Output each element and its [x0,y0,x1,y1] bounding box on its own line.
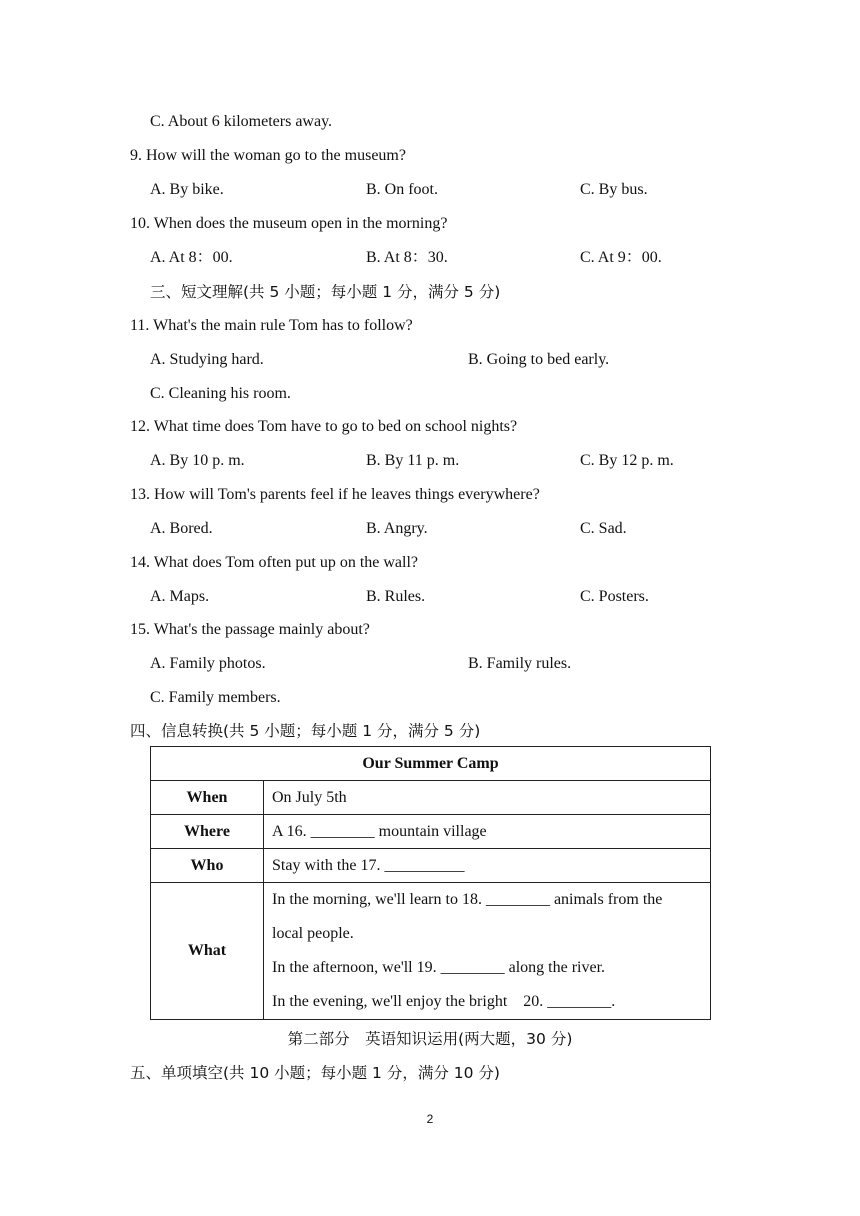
what-line-2: local people. [272,925,354,942]
question-9: 9. How will the woman go to the museum? [130,147,406,164]
q9-option-b: B. On foot. [366,181,438,198]
q10-option-c: C. At 9：00. [580,249,662,266]
q10-option-b: B. At 8：30. [366,249,448,266]
table-title: Our Summer Camp [151,747,711,781]
q13-option-c: C. Sad. [580,520,627,537]
part-2-heading: 第二部分 英语知识运用(两大题，30 分) [287,1030,573,1048]
section-3-heading: 三、短文理解(共 5 小题；每小题 1 分，满分 5 分) [150,283,501,301]
q13-option-a: A. Bored. [150,520,213,537]
q15-option-b: B. Family rules. [468,655,572,672]
what-line-3: In the afternoon, we'll 19. ________ along the river. [272,959,606,976]
summer-camp-table [150,746,711,1020]
q14-option-b: B. Rules. [366,588,426,605]
q11-option-a: A. Studying hard. [150,351,264,368]
section-4-heading: 四、信息转换(共 5 小题；每小题 1 分，满分 5 分) [130,722,481,740]
question-11: 11. What's the main rule Tom has to follow? [130,317,413,334]
where-value: A 16. ________ mountain village [264,815,711,849]
where-label: Where [151,815,264,849]
q11-option-c: C. Cleaning his room. [150,385,291,402]
q14-option-c: C. Posters. [580,588,649,605]
question-12: 12. What time does Tom have to go to bed on school nights? [130,418,518,435]
q12-option-c: C. By 12 p. m. [580,452,674,469]
question-15: 15. What's the passage mainly about? [130,621,370,638]
q12-option-a: A. By 10 p. m. [150,452,245,469]
q9-option-a: A. By bike. [150,181,224,198]
what-line-1: In the morning, we'll learn to 18. ________ animals from the [272,891,663,908]
q15-option-c: C. Family members. [150,689,281,706]
q11-option-b: B. Going to bed early. [468,351,610,368]
q10-option-a: A. At 8：00. [150,249,233,266]
q15-option-a: A. Family photos. [150,655,266,672]
when-value: On July 5th [264,781,711,815]
what-label: What [151,883,264,1020]
q14-option-a: A. Maps. [150,588,210,605]
what-line-4: In the evening, we'll enjoy the bright 20. ________. [272,993,616,1010]
when-label: When [151,781,264,815]
who-label: Who [151,849,264,883]
q13-option-b: B. Angry. [366,520,428,537]
question-10: 10. When does the museum open in the morning? [130,215,448,232]
question-14: 14. What does Tom often put up on the wall? [130,554,419,571]
q8-option-c: C. About 6 kilometers away. [150,113,333,130]
what-value [264,883,711,1020]
q9-option-c: C. By bus. [580,181,648,198]
q12-option-b: B. By 11 p. m. [366,452,460,469]
who-value: Stay with the 17. __________ [264,849,711,883]
section-5-heading: 五、单项填空(共 10 小题；每小题 1 分，满分 10 分) [130,1064,500,1082]
page-number: 2 [426,1112,434,1126]
question-13: 13. How will Tom's parents feel if he leaves things everywhere? [130,486,540,503]
